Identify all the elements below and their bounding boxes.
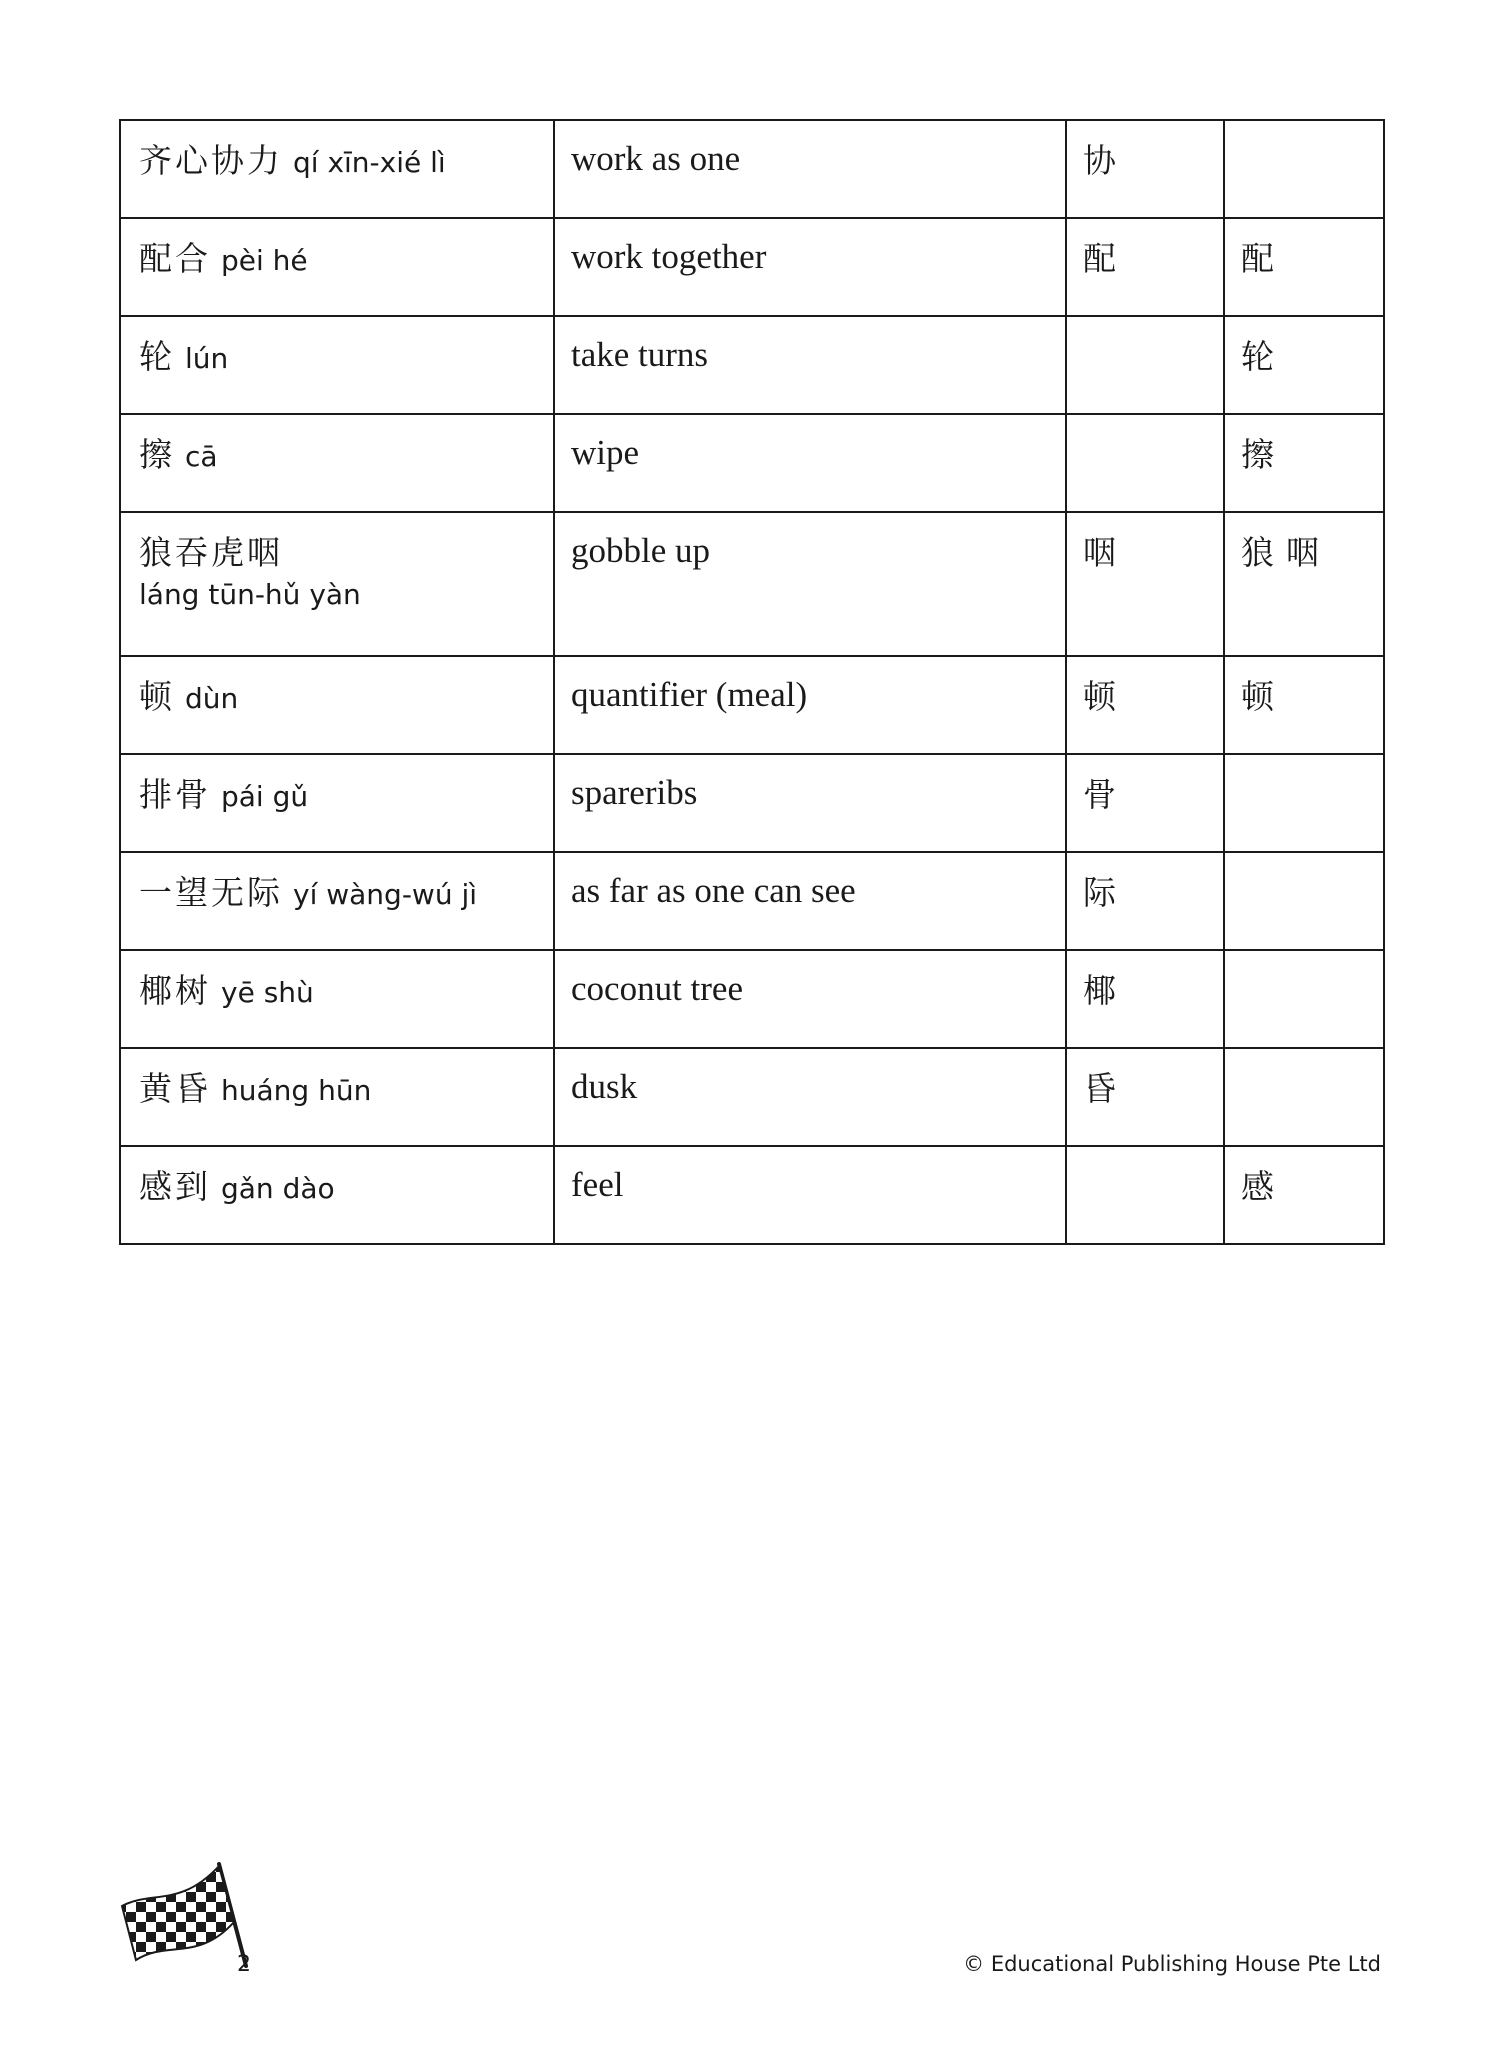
meaning-cell: as far as one can see — [554, 852, 1066, 950]
meaning-cell: spareribs — [554, 754, 1066, 852]
word-hanzi: 配合 — [139, 239, 211, 278]
word-hanzi: 椰树 — [139, 971, 211, 1010]
character-cell-a: 际 — [1066, 852, 1224, 950]
word-hanzi: 顿 — [139, 677, 175, 716]
meaning-cell: take turns — [554, 316, 1066, 414]
word-cell — [120, 950, 554, 1048]
page-number: 2 — [237, 1952, 251, 1977]
character-cell-a: 咽 — [1066, 512, 1224, 656]
table-row — [120, 1146, 1384, 1244]
meaning-cell: work as one — [554, 120, 1066, 218]
word-pinyin: pái gǔ — [221, 780, 309, 813]
character-cell-b — [1224, 120, 1384, 218]
character-cell-a: 昏 — [1066, 1048, 1224, 1146]
word-cell — [120, 512, 554, 656]
word-pinyin: huáng hūn — [221, 1074, 372, 1107]
character-cell-a: 协 — [1066, 120, 1224, 218]
word-hanzi: 狼吞虎咽 — [139, 533, 283, 572]
character-cell-b: 顿 — [1224, 656, 1384, 754]
meaning-cell: quantifier (meal) — [554, 656, 1066, 754]
table-row — [120, 512, 1384, 656]
word-hanzi: 黄昏 — [139, 1069, 211, 1108]
character-cell-b: 配 — [1224, 218, 1384, 316]
word-cell — [120, 656, 554, 754]
character-cell-a — [1066, 316, 1224, 414]
meaning-cell: work together — [554, 218, 1066, 316]
word-cell — [120, 754, 554, 852]
table-row — [120, 656, 1384, 754]
character-cell-a — [1066, 1146, 1224, 1244]
word-hanzi: 擦 — [139, 435, 175, 474]
word-hanzi: 感到 — [139, 1167, 211, 1206]
character-cell-b: 狼咽 — [1224, 512, 1384, 656]
checkered-flag-icon — [116, 1862, 256, 1972]
meaning-cell: dusk — [554, 1048, 1066, 1146]
word-pinyin: dùn — [185, 682, 239, 715]
character-cell-b: 感 — [1224, 1146, 1384, 1244]
word-hanzi: 轮 — [139, 337, 175, 376]
word-cell — [120, 1048, 554, 1146]
word-pinyin: lún — [185, 342, 229, 375]
table-row — [120, 316, 1384, 414]
word-pinyin: cā — [185, 440, 218, 473]
word-pinyin: yí wàng-wú jì — [293, 878, 478, 911]
character-cell-b — [1224, 754, 1384, 852]
table-row — [120, 754, 1384, 852]
character-cell-a: 骨 — [1066, 754, 1224, 852]
character-cell-a: 顿 — [1066, 656, 1224, 754]
word-hanzi: 齐心协力 — [139, 141, 283, 180]
word-pinyin: gǎn dào — [221, 1172, 335, 1205]
word-pinyin: pèi hé — [221, 244, 308, 277]
character-cell-b — [1224, 1048, 1384, 1146]
word-cell — [120, 120, 554, 218]
table-row — [120, 950, 1384, 1048]
table-row — [120, 1048, 1384, 1146]
character-cell-b — [1224, 852, 1384, 950]
word-cell — [120, 414, 554, 512]
character-cell-b — [1224, 950, 1384, 1048]
character-cell-b: 擦 — [1224, 414, 1384, 512]
table-row — [120, 120, 1384, 218]
word-pinyin: qí xīn-xié lì — [293, 146, 446, 179]
character-cell-a: 椰 — [1066, 950, 1224, 1048]
word-pinyin: láng tūn-hǔ yàn — [139, 578, 361, 611]
character-cell-b: 轮 — [1224, 316, 1384, 414]
word-hanzi: 一望无际 — [139, 873, 283, 912]
character-cell-a — [1066, 414, 1224, 512]
word-hanzi: 排骨 — [139, 775, 211, 814]
meaning-cell: wipe — [554, 414, 1066, 512]
table-row — [120, 852, 1384, 950]
copyright-text: © Educational Publishing House Pte Ltd — [963, 1952, 1381, 1976]
meaning-cell: gobble up — [554, 512, 1066, 656]
word-cell — [120, 1146, 554, 1244]
meaning-cell: feel — [554, 1146, 1066, 1244]
word-pinyin: yē shù — [221, 976, 314, 1009]
word-cell — [120, 218, 554, 316]
word-cell — [120, 852, 554, 950]
table-row — [120, 218, 1384, 316]
character-cell-a: 配 — [1066, 218, 1224, 316]
vocabulary-table — [119, 119, 1385, 1245]
meaning-cell: coconut tree — [554, 950, 1066, 1048]
word-cell — [120, 316, 554, 414]
table-row — [120, 414, 1384, 512]
